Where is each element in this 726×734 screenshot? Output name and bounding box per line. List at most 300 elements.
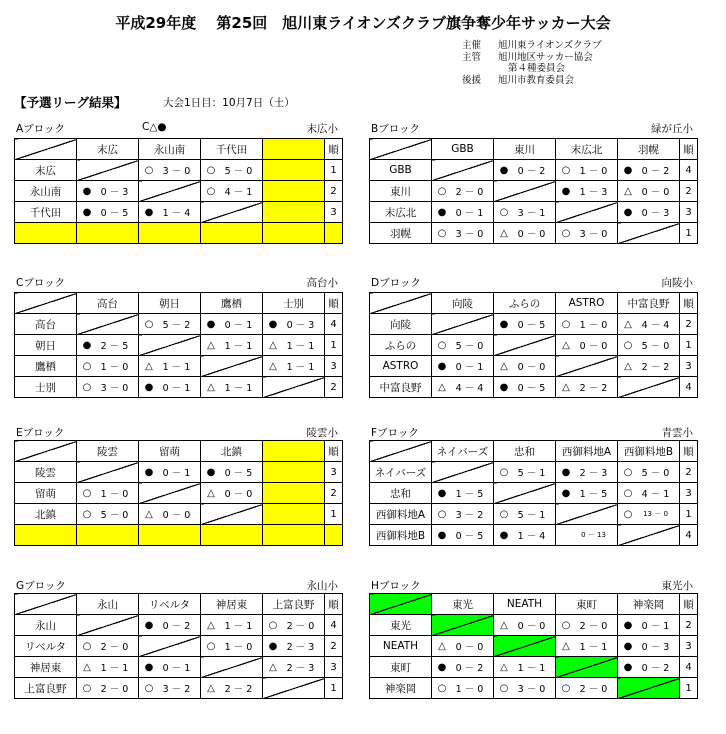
match-result <box>618 335 680 356</box>
result-mark: △ <box>624 185 632 197</box>
result-mark: △ <box>145 360 153 372</box>
column-header: 末広 <box>77 139 139 160</box>
column-header: 鷹栖 <box>201 293 263 314</box>
table-row <box>15 314 343 335</box>
match-result <box>618 462 680 483</box>
match-result <box>77 356 139 377</box>
score: 2 － 0 <box>579 621 608 632</box>
result-mark: ● <box>499 164 509 176</box>
team-name: 千代田 <box>15 202 77 223</box>
result-mark: ○ <box>82 360 92 372</box>
column-header: 上富良野 <box>263 594 325 615</box>
score: 0 － 0 <box>517 229 546 240</box>
score: 0 － 2 <box>517 166 546 177</box>
result-mark: ○ <box>623 466 633 478</box>
self-match-cell <box>556 657 618 678</box>
rank-header: 順 <box>325 293 343 314</box>
result-mark: ○ <box>82 640 92 652</box>
result-mark: ● <box>206 466 216 478</box>
table-row <box>370 636 698 657</box>
self-match-cell <box>139 483 201 504</box>
score: 0 － 1 <box>224 320 253 331</box>
block-a-name: Aブロック <box>16 123 65 135</box>
column-header: NEATH <box>494 594 556 615</box>
self-match-cell <box>263 377 325 398</box>
table-row <box>15 181 343 202</box>
rank-value: 1 <box>325 160 343 181</box>
result-mark: ○ <box>499 206 509 218</box>
table-row <box>15 160 343 181</box>
score: 1 － 0 <box>455 684 484 695</box>
result-mark: ○ <box>144 682 154 694</box>
score: 5 － 0 <box>641 468 670 479</box>
table-row <box>370 377 698 398</box>
score: 0 － 0 <box>641 187 670 198</box>
block-h-header-row <box>370 594 698 615</box>
result-mark: ○ <box>82 487 92 499</box>
column-header <box>263 139 325 160</box>
match-result <box>494 223 556 244</box>
rank-value: 4 <box>325 314 343 335</box>
score: 0 － 0 <box>224 489 253 500</box>
result-mark: ● <box>499 381 509 393</box>
match-result <box>77 202 139 223</box>
block-c-venue: 高台小 <box>306 277 338 289</box>
score: 3 － 0 <box>579 229 608 240</box>
match-result <box>139 160 201 181</box>
team-name <box>15 525 77 546</box>
match-result <box>556 483 618 504</box>
result-mark: △ <box>269 360 277 372</box>
score: 0 － 0 <box>517 621 546 632</box>
match-result <box>77 483 139 504</box>
corner-cell <box>15 441 77 462</box>
result-mark: ○ <box>437 508 447 520</box>
result-mark: ○ <box>82 508 92 520</box>
block-a-venue: 末広小 <box>306 123 338 135</box>
result-mark: △ <box>269 661 277 673</box>
empty-cell <box>263 462 325 483</box>
match-result <box>77 504 139 525</box>
section-title: 【予選リーグ結果】 <box>14 95 127 110</box>
rank-value: 3 <box>325 202 343 223</box>
score: 0 － 0 <box>162 510 191 521</box>
team-name: 朝日 <box>15 335 77 356</box>
score: 0 － 1 <box>455 208 484 219</box>
block-a-note: C△● <box>142 121 167 133</box>
result-mark: ● <box>499 318 509 330</box>
table-row <box>15 525 343 546</box>
score: 3 － 1 <box>517 208 546 219</box>
table-row <box>15 636 343 657</box>
rank-value: 3 <box>680 483 698 504</box>
self-match-cell <box>432 314 494 335</box>
rank-value: 2 <box>325 181 343 202</box>
rank-value: 4 <box>680 377 698 398</box>
match-result <box>556 377 618 398</box>
table-row <box>370 657 698 678</box>
score: 1 － 1 <box>286 341 315 352</box>
result-mark: ● <box>623 619 633 631</box>
match-result <box>139 314 201 335</box>
result-mark: △ <box>207 487 215 499</box>
match-result <box>618 202 680 223</box>
match-result <box>263 615 325 636</box>
result-mark: △ <box>145 508 153 520</box>
result-mark: ○ <box>437 185 447 197</box>
match-result <box>263 314 325 335</box>
match-result <box>432 335 494 356</box>
team-name: 東町 <box>370 657 432 678</box>
block-b-header-row <box>370 139 698 160</box>
match-result <box>139 615 201 636</box>
rank-value: 3 <box>325 462 343 483</box>
block-h-table <box>369 593 698 699</box>
match-result <box>432 483 494 504</box>
column-header: 忠和 <box>494 441 556 462</box>
result-mark: △ <box>562 339 570 351</box>
table-row <box>15 223 343 244</box>
score: 3 － 2 <box>162 684 191 695</box>
column-header: ネイバーズ <box>432 441 494 462</box>
column-header: リベルタ <box>139 594 201 615</box>
self-match-cell <box>139 335 201 356</box>
organizer-list <box>462 40 602 86</box>
score: 0 － 5 <box>100 208 129 219</box>
score: 4 － 4 <box>641 320 670 331</box>
column-header: ASTRO <box>556 293 618 314</box>
match-result <box>618 483 680 504</box>
block-e-name: Eブロック <box>16 427 65 439</box>
empty-cell <box>77 525 139 546</box>
rank-value: 1 <box>680 223 698 244</box>
organizer-committee: 第４種委員会 <box>508 63 566 74</box>
match-result <box>201 462 263 483</box>
score: 1 － 1 <box>224 341 253 352</box>
table-row <box>370 483 698 504</box>
block-a-table <box>14 138 343 244</box>
match-result <box>494 160 556 181</box>
score: 5 － 1 <box>517 510 546 521</box>
result-mark: ○ <box>437 682 447 694</box>
self-match-cell <box>618 678 680 699</box>
rank-header: 順 <box>680 293 698 314</box>
team-name: 北鎮 <box>15 504 77 525</box>
rank-value: 2 <box>680 615 698 636</box>
score: 3 － 2 <box>455 510 484 521</box>
empty-cell <box>263 525 325 546</box>
table-row <box>15 462 343 483</box>
block-b-table <box>369 138 698 244</box>
match-result <box>77 636 139 657</box>
result-mark: ● <box>268 640 278 652</box>
score: 0 － 2 <box>641 166 670 177</box>
result-mark: ● <box>437 661 447 673</box>
match-result <box>201 483 263 504</box>
score: 2 － 0 <box>455 187 484 198</box>
team-name: 末広 <box>15 160 77 181</box>
match-result <box>556 181 618 202</box>
result-mark: ● <box>144 661 154 673</box>
score: 0 － 2 <box>455 663 484 674</box>
score: 1 － 0 <box>100 489 129 500</box>
result-mark: ● <box>82 339 92 351</box>
result-mark: ● <box>437 206 447 218</box>
score: 1 － 1 <box>100 663 129 674</box>
column-header: 東町 <box>556 594 618 615</box>
match-result <box>618 636 680 657</box>
rank-value <box>325 223 343 244</box>
empty-cell <box>263 223 325 244</box>
team-name: ASTRO <box>370 356 432 377</box>
block-h-venue: 東光小 <box>661 580 693 592</box>
result-mark: △ <box>500 360 508 372</box>
rank-header: 順 <box>325 441 343 462</box>
score: 5 － 2 <box>162 320 191 331</box>
match-result <box>432 657 494 678</box>
match-result <box>494 462 556 483</box>
score: 0 － 3 <box>641 642 670 653</box>
score: 1 － 1 <box>224 621 253 632</box>
self-match-cell <box>494 335 556 356</box>
column-header: 神楽岡 <box>618 594 680 615</box>
self-match-cell <box>77 462 139 483</box>
team-name: 高台 <box>15 314 77 335</box>
empty-cell <box>77 223 139 244</box>
match-result <box>139 356 201 377</box>
result-mark: △ <box>207 339 215 351</box>
match-result <box>263 335 325 356</box>
score: 0 － 3 <box>286 320 315 331</box>
team-name: 東川 <box>370 181 432 202</box>
team-name: 永山 <box>15 615 77 636</box>
column-header: 西御料地A <box>556 441 618 462</box>
table-row <box>370 678 698 699</box>
score: 5 － 0 <box>455 341 484 352</box>
rank-header: 順 <box>325 139 343 160</box>
self-match-cell <box>263 678 325 699</box>
match-result <box>556 160 618 181</box>
empty-cell <box>263 202 325 223</box>
block-f-venue: 青雲小 <box>661 427 693 439</box>
rank-value: 4 <box>680 525 698 546</box>
table-row <box>15 678 343 699</box>
match-result <box>139 202 201 223</box>
result-mark: ○ <box>206 164 216 176</box>
score: 0 － 2 <box>641 663 670 674</box>
result-mark: △ <box>207 619 215 631</box>
score: 2 － 0 <box>286 621 315 632</box>
match-result <box>618 181 680 202</box>
self-match-cell <box>556 202 618 223</box>
score: 2 － 5 <box>100 341 129 352</box>
block-d-name: Dブロック <box>371 277 421 289</box>
result-mark: ● <box>144 381 154 393</box>
rank-value: 3 <box>680 202 698 223</box>
score: 1 － 0 <box>579 166 608 177</box>
organizer-manager: 主管 旭川地区サッカー協会 <box>462 51 593 63</box>
result-mark: ○ <box>561 164 571 176</box>
block-f-table <box>369 440 698 546</box>
corner-cell <box>15 594 77 615</box>
result-mark: ○ <box>623 339 633 351</box>
score: 2 － 0 <box>100 642 129 653</box>
match-result <box>263 356 325 377</box>
result-mark: ○ <box>499 508 509 520</box>
score: 1 － 0 <box>579 320 608 331</box>
table-row <box>370 223 698 244</box>
match-result <box>432 356 494 377</box>
result-mark: ● <box>82 185 92 197</box>
block-e-venue: 陵雲小 <box>306 427 338 439</box>
result-mark: ● <box>437 529 447 541</box>
column-header: GBB <box>432 139 494 160</box>
match-result <box>432 504 494 525</box>
match-result <box>432 678 494 699</box>
block-f-header-row <box>370 441 698 462</box>
self-match-cell <box>494 636 556 657</box>
score: 1 － 0 <box>100 362 129 373</box>
match-result <box>494 377 556 398</box>
corner-cell <box>15 293 77 314</box>
team-name: 士別 <box>15 377 77 398</box>
result-mark: ● <box>82 206 92 218</box>
column-header: 神居東 <box>201 594 263 615</box>
score: 1 － 4 <box>162 208 191 219</box>
score: 0 － 1 <box>641 621 670 632</box>
rank-value: 2 <box>680 181 698 202</box>
match-result <box>556 636 618 657</box>
team-name: 上富良野 <box>15 678 77 699</box>
result-mark: ● <box>561 487 571 499</box>
score: 0 － 0 <box>455 642 484 653</box>
column-header: 朝日 <box>139 293 201 314</box>
rank-value: 1 <box>325 335 343 356</box>
score: 2 － 3 <box>286 642 315 653</box>
block-d-table <box>369 292 698 398</box>
score: 0 － 3 <box>100 187 129 198</box>
block-c-table <box>14 292 343 398</box>
column-header: 北鎮 <box>201 441 263 462</box>
score: 13 － 0 <box>643 510 668 518</box>
rank-value: 3 <box>325 356 343 377</box>
table-row <box>15 483 343 504</box>
rank-value: 1 <box>680 504 698 525</box>
result-mark: △ <box>500 227 508 239</box>
score: 2 － 0 <box>100 684 129 695</box>
organizer-sponsor: 後援 旭川市教育委員会 <box>462 74 575 86</box>
self-match-cell <box>432 160 494 181</box>
match-result <box>494 314 556 335</box>
result-mark: ○ <box>561 682 571 694</box>
table-row <box>370 615 698 636</box>
result-mark: △ <box>269 339 277 351</box>
result-mark: ● <box>144 619 154 631</box>
self-match-cell <box>556 356 618 377</box>
rank-value: 2 <box>325 377 343 398</box>
block-d-header-row <box>370 293 698 314</box>
score: 0 － 5 <box>455 531 484 542</box>
block-c-header-row <box>15 293 343 314</box>
self-match-cell <box>201 657 263 678</box>
match-result <box>556 462 618 483</box>
result-mark: ● <box>437 487 447 499</box>
match-result <box>139 377 201 398</box>
table-row <box>15 657 343 678</box>
result-mark: ● <box>206 318 216 330</box>
match-result <box>432 202 494 223</box>
rank-header: 順 <box>680 594 698 615</box>
block-b-venue: 緑が丘小 <box>651 123 693 135</box>
result-mark: ○ <box>561 619 571 631</box>
self-match-cell <box>556 504 618 525</box>
score: 0 － 1 <box>162 468 191 479</box>
match-result <box>263 657 325 678</box>
self-match-cell <box>432 462 494 483</box>
column-header: 末広北 <box>556 139 618 160</box>
team-name: 神居東 <box>15 657 77 678</box>
team-name: 忠和 <box>370 483 432 504</box>
result-mark: △ <box>207 381 215 393</box>
result-mark: △ <box>438 381 446 393</box>
match-result <box>556 335 618 356</box>
match-result <box>139 657 201 678</box>
result-mark: ○ <box>623 487 633 499</box>
result-mark: ● <box>561 466 571 478</box>
score: 0 － 0 <box>517 362 546 373</box>
result-mark: △ <box>500 661 508 673</box>
score: 1 － 3 <box>579 187 608 198</box>
team-name: 西御料地A <box>370 504 432 525</box>
result-mark: ○ <box>82 381 92 393</box>
match-result <box>432 525 494 546</box>
column-header: 士別 <box>263 293 325 314</box>
column-header: 中富良野 <box>618 293 680 314</box>
rank-header: 順 <box>680 441 698 462</box>
team-name: リベルタ <box>15 636 77 657</box>
match-result <box>201 377 263 398</box>
rank-value <box>325 525 343 546</box>
rank-value: 1 <box>680 335 698 356</box>
score: 5 － 0 <box>100 510 129 521</box>
match-result <box>618 615 680 636</box>
score: 3 － 0 <box>517 684 546 695</box>
result-mark: ○ <box>437 339 447 351</box>
table-row <box>15 504 343 525</box>
match-result <box>556 314 618 335</box>
result-mark: ● <box>499 529 509 541</box>
score: 3 － 0 <box>100 383 129 394</box>
table-row <box>370 462 698 483</box>
result-mark: ○ <box>144 318 154 330</box>
result-mark: ● <box>623 206 633 218</box>
match-result <box>77 335 139 356</box>
result-mark: ○ <box>206 185 216 197</box>
score: 5 － 1 <box>517 468 546 479</box>
column-header: 永山南 <box>139 139 201 160</box>
team-name: 陵雲 <box>15 462 77 483</box>
team-name <box>15 223 77 244</box>
result-mark: ● <box>561 185 571 197</box>
column-header: 高台 <box>77 293 139 314</box>
score: 0 － 1 <box>455 362 484 373</box>
rank-header: 順 <box>680 139 698 160</box>
block-g-name: Gブロック <box>16 580 66 592</box>
block-e-table <box>14 440 343 546</box>
team-name: 羽幌 <box>370 223 432 244</box>
self-match-cell <box>432 615 494 636</box>
page-title: 平成29年度 第25回 旭川東ライオンズクラブ旗争奪少年サッカー大会 <box>115 14 611 32</box>
